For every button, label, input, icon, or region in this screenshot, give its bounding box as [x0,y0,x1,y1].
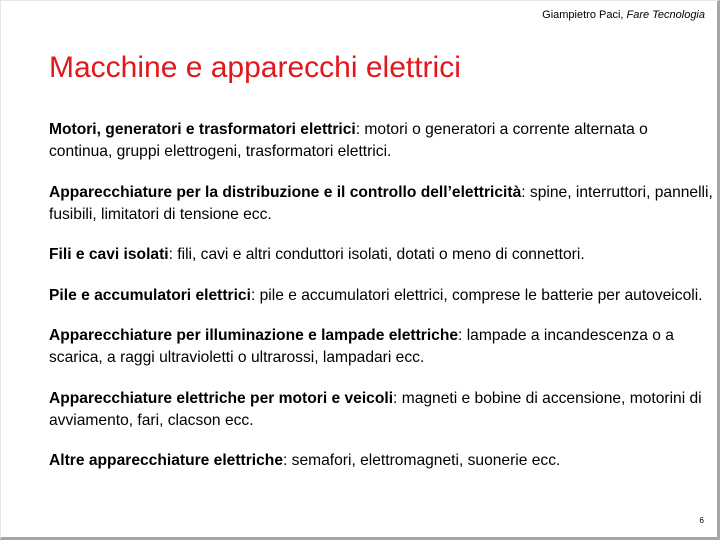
slide-title: Macchine e apparecchi elettrici [49,51,461,84]
header-work-title: Fare Tecnologia [626,9,705,21]
page-number: 6 [699,516,704,525]
list-item [49,450,713,472]
item-description: : pile e accumulatori elettrici, comprese le batterie per autoveicoli. [250,286,703,304]
item-description: : motori o generatori a corrente alternata o continua, gruppi elettrogeni, trasformatori elettrici. [49,121,648,160]
list-item [49,244,713,266]
item-description: : lampade a incandescenza o a scarica, a raggi ultravioletti o ultrarossi, lampadari ecc. [49,327,674,366]
list-item [49,285,713,307]
list-item [49,182,713,226]
item-description: : magneti e bobine di accensione, motorini di avviamento, fari, clacson ecc. [49,389,702,429]
item-description: : spine, interruttori, pannelli, fusibili, limitatori di tensione ecc. [49,183,713,223]
header-author: Giampietro Paci, [542,9,624,21]
item-term: Altre apparecchiature elettriche [49,452,283,469]
list-item [49,119,713,163]
item-list [49,119,713,491]
item-description: : semafori, elettromagneti, suonerie ecc. [283,452,561,469]
item-description: : fili, cavi e altri conduttori isolati, dotati o meno di connettori. [168,246,585,263]
item-term: Apparecchiature per la distribuzione e il controllo dell’elettricità [49,183,522,201]
item-term: Apparecchiature per illuminazione e lampade elettriche [49,327,459,344]
list-item [49,325,713,369]
list-item [49,388,713,432]
item-term: Motori, generatori e trasformatori elettrici [49,121,356,138]
header-credit [542,9,705,21]
item-term: Fili e cavi isolati [49,246,169,263]
item-term: Apparecchiature elettriche per motori e veicoli [49,389,394,407]
item-term: Pile e accumulatori elettrici [49,286,251,304]
